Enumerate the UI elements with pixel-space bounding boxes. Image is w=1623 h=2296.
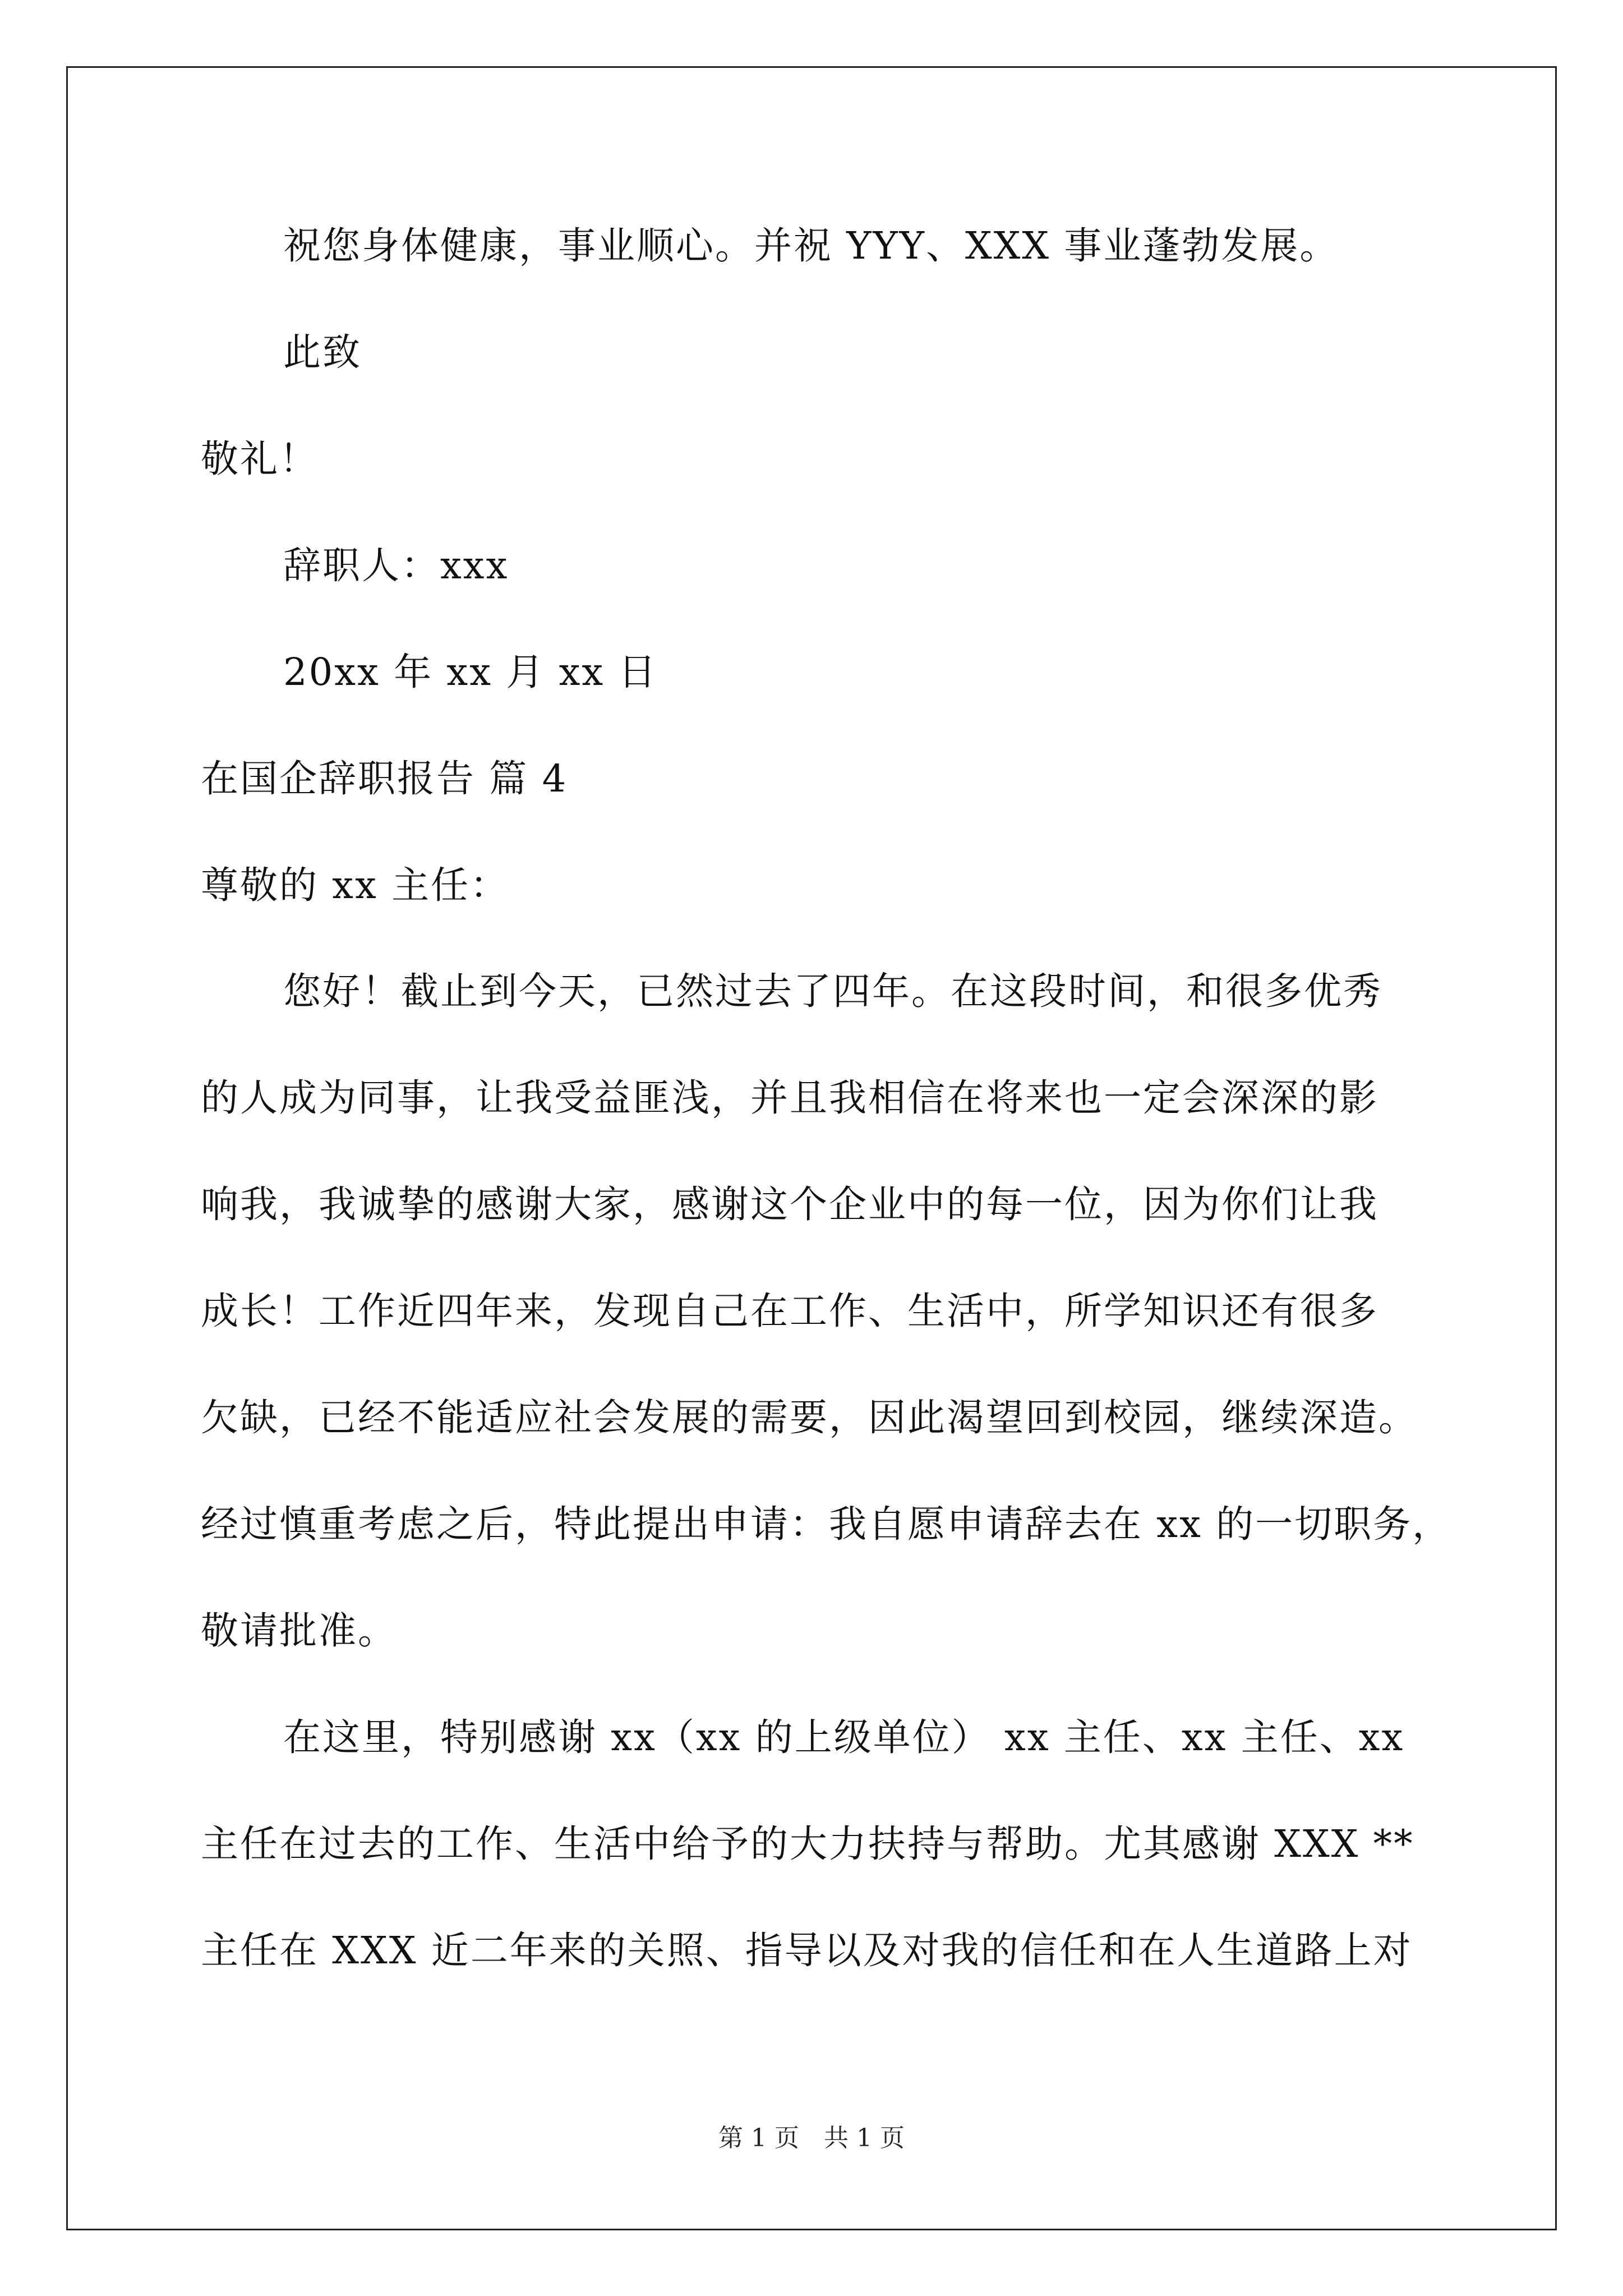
body-line: 经过慎重考虑之后，特此提出申请：我自愿申请辞去在 xx 的一切职务， (201, 1502, 1452, 1546)
resigner-signature: 辞职人：xxx (283, 544, 509, 587)
closing-wish-line: 祝您身体健康，事业顺心。并祝 YYY、XXX 事业蓬勃发展。 (283, 224, 1339, 268)
body-line: 在这里，特别感谢 xx（xx 的上级单位） xx 主任、xx 主任、xx (283, 1715, 1405, 1759)
body-line: 成长！工作近四年来，发现自己在工作、生活中，所学知识还有很多 (201, 1289, 1378, 1333)
salutation-cizhi: 此致 (283, 330, 362, 374)
body-line: 主任在 XXX 近二年来的关照、指导以及对我的信任和在人生道路上对 (201, 1929, 1413, 1972)
body-line: 响我，我诚挚的感谢大家，感谢这个企业中的每一位，因为你们让我 (201, 1182, 1378, 1226)
body-line: 您好！截止到今天，已然过去了四年。在这段时间，和很多优秀 (283, 969, 1382, 1013)
signature-date: 20xx 年 xx 月 xx 日 (283, 650, 658, 694)
body-line: 欠缺，已经不能适应社会发展的需要，因此渴望回到校园，继续深造。 (201, 1396, 1418, 1439)
body-line: 的人成为同事，让我受益匪浅，并且我相信在将来也一定会深深的影 (201, 1076, 1378, 1120)
salutation-jingli: 敬礼！ (201, 437, 319, 481)
page-footer: 第 1 页 共 1 页 (718, 2124, 905, 2152)
section-heading: 在国企辞职报告 篇 4 (201, 757, 568, 800)
letter-greeting: 尊敬的 xx 主任： (201, 863, 510, 907)
page-border (66, 66, 1557, 2230)
body-line: 敬请批准。 (201, 1609, 397, 1653)
body-line: 主任在过去的工作、生活中给予的大力扶持与帮助。尤其感谢 XXX ** (201, 1822, 1414, 1866)
